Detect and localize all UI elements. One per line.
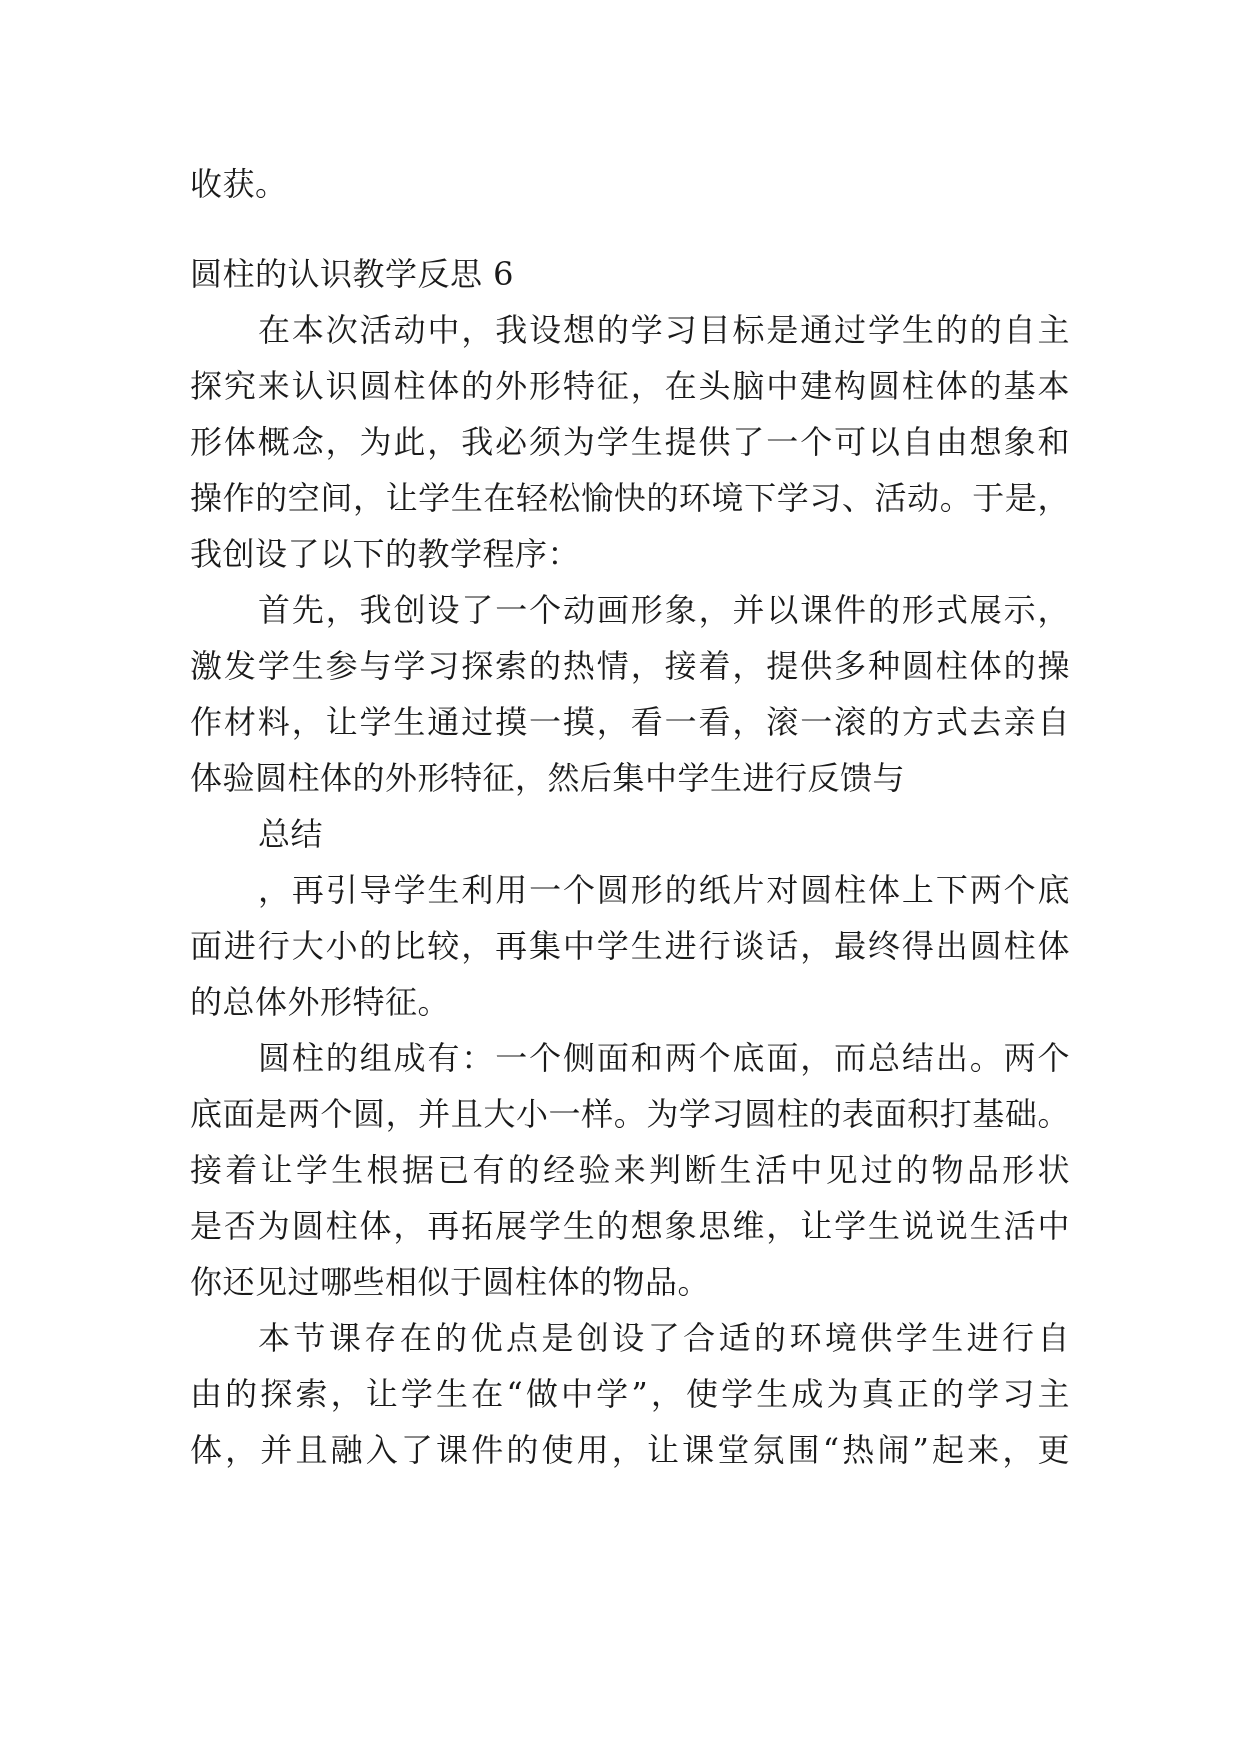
paragraph-line: 总结 [258, 815, 324, 853]
paragraph-line: 探究来认识圆柱体的外形特征，在头脑中建构圆柱体的基本 [190, 367, 1070, 405]
paragraph-line: 体，并且融入了课件的使用，让课堂氛围“热闹”起来，更 [190, 1431, 1070, 1469]
paragraph-line: 收获。 [190, 165, 288, 203]
paragraph-line: 底面是两个圆，并且大小一样。为学习圆柱的表面积打基础。 [190, 1095, 1070, 1133]
paragraph-line: 是否为圆柱体，再拓展学生的想象思维，让学生说说生活中 [190, 1207, 1070, 1245]
paragraph-line: 激发学生参与学习探索的热情，接着，提供多种圆柱体的操 [190, 647, 1070, 685]
paragraph-line: 体验圆柱体的外形特征，然后集中学生进行反馈与 [190, 759, 906, 797]
paragraph-line: 圆柱的组成有：一个侧面和两个底面，而总结出。两个 [258, 1039, 1070, 1077]
paragraph-line: 由的探索，让学生在“做中学”，使学生成为真正的学习主 [190, 1375, 1070, 1413]
paragraph-line: 你还见过哪些相似于圆柱体的物品。 [190, 1263, 711, 1301]
paragraph-line: 的总体外形特征。 [190, 983, 451, 1021]
paragraph-line: 面进行大小的比较，再集中学生进行谈话，最终得出圆柱体 [190, 927, 1070, 965]
paragraph-line: 作材料，让学生通过摸一摸，看一看，滚一滚的方式去亲自 [190, 703, 1070, 741]
paragraph-line: 首先，我创设了一个动画形象，并以课件的形式展示， [258, 591, 1070, 629]
paragraph-line: ，再引导学生利用一个圆形的纸片对圆柱体上下两个底 [258, 871, 1070, 909]
paragraph-line: 本节课存在的优点是创设了合适的环境供学生进行自 [258, 1319, 1070, 1357]
paragraph-line: 操作的空间，让学生在轻松愉快的环境下学习、活动。于是， [190, 479, 1070, 517]
paragraph-line: 在本次活动中，我设想的学习目标是通过学生的的自主 [258, 311, 1070, 349]
paragraph-line: 接着让学生根据已有的经验来判断生活中见过的物品形状 [190, 1151, 1070, 1189]
paragraph-line: 我创设了以下的教学程序： [190, 535, 581, 573]
paragraph-line: 形体概念，为此，我必须为学生提供了一个可以自由想象和 [190, 423, 1070, 461]
section-heading: 圆柱的认识教学反思 6 [190, 255, 515, 293]
